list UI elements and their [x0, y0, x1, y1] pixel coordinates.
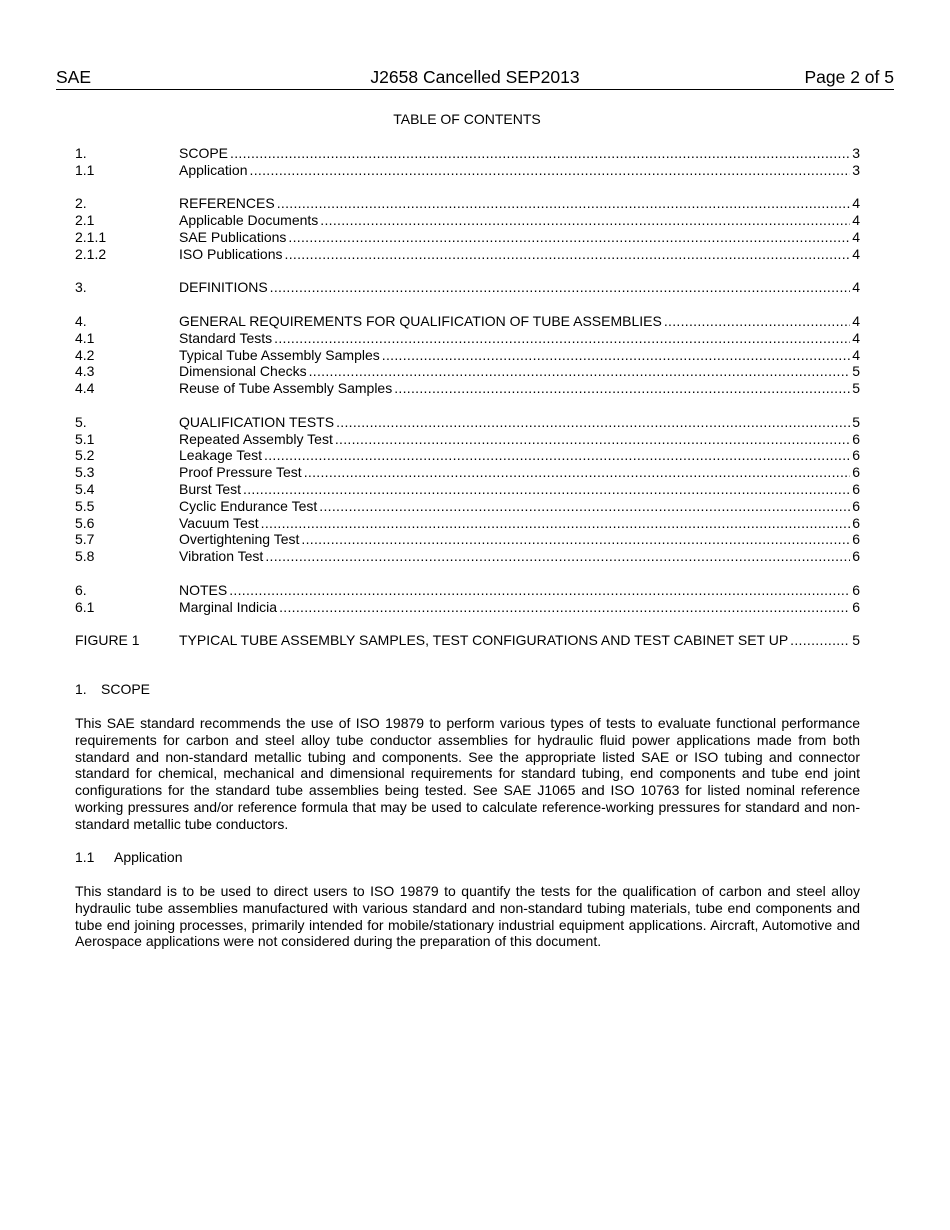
toc-entry[interactable]	[75, 380, 860, 397]
toc-entry[interactable]	[75, 548, 860, 565]
toc-entry[interactable]	[75, 313, 860, 330]
toc-entry-number: 2.	[75, 195, 87, 212]
header-document-id: J2658 Cancelled SEP2013	[370, 67, 580, 87]
toc-entry-number: FIGURE 1	[75, 632, 140, 649]
toc-entry-number: 5.8	[75, 548, 95, 565]
toc-dot-leader	[320, 212, 850, 229]
toc-dot-leader	[664, 313, 850, 330]
toc-entry[interactable]	[75, 347, 860, 364]
toc-entry-number: 1.	[75, 145, 87, 161]
toc-dot-leader	[270, 279, 851, 296]
section-title: Application	[114, 849, 183, 865]
toc-dot-leader	[274, 330, 850, 347]
toc-entry[interactable]	[75, 414, 860, 431]
toc-entry-number: 4.	[75, 312, 87, 329]
toc-dot-leader	[304, 464, 851, 481]
toc-entry[interactable]	[75, 162, 860, 179]
toc-entry-number: 5.2	[75, 447, 95, 464]
toc-entry-title: Reuse of Tube Assembly Samples	[179, 380, 393, 397]
toc-entry[interactable]	[75, 447, 860, 464]
toc-entry-number: 5.5	[75, 497, 95, 514]
toc-entry-number: 4.3	[75, 363, 95, 380]
toc-entry-title: Marginal Indicia	[179, 598, 278, 615]
header-org: SAE	[56, 67, 92, 87]
table-of-contents	[75, 145, 860, 666]
toc-entry-title: Proof Pressure Test	[179, 464, 302, 481]
toc-dot-leader	[285, 246, 851, 263]
toc-dot-leader	[265, 548, 850, 565]
section-application	[75, 849, 860, 950]
toc-entry[interactable]	[75, 481, 860, 498]
toc-entry[interactable]	[75, 229, 860, 246]
toc-dot-leader	[230, 145, 850, 162]
toc-dot-leader	[309, 363, 851, 380]
toc-entry-page: 4	[852, 212, 860, 229]
toc-entry[interactable]	[75, 212, 860, 229]
toc-entry-title: Applicable Documents	[179, 212, 319, 229]
toc-entry-number: 6.1	[75, 598, 95, 615]
toc-entry-page: 6	[852, 430, 860, 447]
toc-group	[75, 414, 860, 565]
toc-entry-page: 4	[852, 228, 860, 245]
header-page-number: Page 2 of 5	[804, 67, 894, 87]
toc-entry-number: 5.3	[75, 464, 95, 481]
toc-entry-number: 4.1	[75, 329, 95, 346]
toc-entry-title: DEFINITIONS	[179, 279, 268, 296]
toc-title: TABLE OF CONTENTS	[393, 111, 541, 127]
toc-entry-title: Burst Test	[179, 480, 241, 497]
toc-dot-leader	[301, 531, 850, 548]
toc-entry-number: 5.4	[75, 480, 95, 497]
toc-dot-leader	[335, 431, 850, 448]
toc-dot-leader	[279, 599, 850, 616]
toc-entry-number: 2.1.1	[75, 228, 107, 245]
toc-entry[interactable]	[75, 145, 860, 162]
toc-entry-title: Typical Tube Assembly Samples	[179, 346, 380, 363]
toc-entry-page: 6	[852, 548, 860, 565]
toc-entry[interactable]	[75, 246, 860, 263]
toc-entry[interactable]	[75, 195, 860, 212]
toc-entry-page: 6	[852, 497, 860, 514]
toc-entry-page: 4	[852, 312, 860, 329]
toc-entry-number: 5.1	[75, 430, 95, 447]
toc-group	[75, 145, 860, 179]
toc-entry-number: 6.	[75, 581, 87, 598]
toc-entry-title: NOTES	[179, 581, 228, 598]
toc-entry-page: 5	[852, 363, 860, 380]
toc-dot-leader	[336, 414, 850, 431]
toc-entry-number: 4.4	[75, 380, 95, 397]
toc-entry-title: SAE Publications	[179, 228, 287, 245]
toc-group	[75, 632, 860, 649]
toc-entry[interactable]	[75, 464, 860, 481]
toc-entry-title: QUALIFICATION TESTS	[179, 413, 335, 430]
toc-entry-page: 6	[852, 598, 860, 615]
toc-dot-leader	[264, 447, 850, 464]
toc-group	[75, 582, 860, 616]
toc-dot-leader	[790, 632, 850, 649]
section-title: SCOPE	[101, 681, 151, 697]
section-number: 1.1	[75, 849, 95, 865]
toc-entry-title: SCOPE	[179, 145, 229, 161]
toc-entry-title: Vacuum Test	[179, 514, 259, 531]
toc-entry-page: 6	[852, 531, 860, 548]
toc-entry[interactable]	[75, 531, 860, 548]
toc-entry-number: 5.6	[75, 514, 95, 531]
section-paragraph: This standard is to be used to direct users to ISO 19879 to quantify the tests for the qualification of carbon and steel alloy hydraulic tube assemblies manufactured with various standard and non-standard tubing materials, tube end components and tube end joining processes, primarily intended for mobile/stationary industrial equipment applications. Aircraft, Automotive and Aerospace applications were not considered during the preparation of this document.	[75, 883, 860, 950]
toc-entry-number: 5.7	[75, 531, 95, 548]
toc-dot-leader	[229, 582, 850, 599]
section-number: 1.	[75, 681, 87, 697]
toc-entry-page: 4	[852, 245, 860, 262]
toc-entry-title: GENERAL REQUIREMENTS FOR QUALIFICATION OF TUBE ASSEMBLIES	[179, 312, 662, 329]
toc-entry-number: 5.	[75, 413, 87, 430]
toc-entry-title: REFERENCES	[179, 195, 275, 212]
toc-entry-page: 6	[852, 447, 860, 464]
toc-entry-title: Cyclic Endurance Test	[179, 497, 318, 514]
section-heading	[75, 681, 860, 698]
toc-entry-title: ISO Publications	[179, 245, 283, 262]
toc-dot-leader	[250, 162, 851, 179]
toc-entry-title: TYPICAL TUBE ASSEMBLY SAMPLES, TEST CONFIGURATIONS AND TEST CABINET SET UP	[179, 632, 789, 649]
toc-entry-title: Application	[179, 161, 248, 178]
toc-entry-page: 4	[852, 195, 860, 212]
toc-entry-title: Repeated Assembly Test	[179, 430, 333, 447]
toc-entry-page: 4	[852, 329, 860, 346]
toc-group	[75, 195, 860, 262]
toc-entry-title: Dimensional Checks	[179, 363, 307, 380]
toc-dot-leader	[243, 481, 850, 498]
toc-entry-number: 4.2	[75, 346, 95, 363]
page-header	[56, 67, 894, 90]
toc-entry-page: 5	[852, 632, 860, 649]
toc-group	[75, 279, 860, 296]
toc-entry-number: 2.1	[75, 212, 95, 229]
toc-entry-page: 3	[852, 145, 860, 161]
toc-entry-page: 6	[852, 514, 860, 531]
toc-dot-leader	[277, 195, 851, 212]
toc-dot-leader	[261, 515, 851, 532]
toc-entry-title: Leakage Test	[179, 447, 263, 464]
toc-entry-title: Vibration Test	[179, 548, 264, 565]
toc-entry-number: 1.1	[75, 161, 95, 178]
toc-entry-number: 2.1.2	[75, 245, 107, 262]
toc-dot-leader	[382, 347, 850, 364]
toc-entry[interactable]	[75, 599, 860, 616]
toc-entry-page: 6	[852, 581, 860, 598]
toc-entry[interactable]	[75, 330, 860, 347]
toc-entry-page: 3	[852, 161, 860, 178]
section-heading	[75, 849, 860, 866]
toc-entry[interactable]	[75, 632, 860, 649]
toc-entry-page: 5	[852, 380, 860, 397]
toc-dot-leader	[319, 498, 850, 515]
toc-entry[interactable]	[75, 498, 860, 515]
toc-group	[75, 313, 860, 397]
toc-entry-title: Overtightening Test	[179, 531, 300, 548]
toc-entry-page: 4	[852, 346, 860, 363]
toc-entry-page: 6	[852, 480, 860, 497]
toc-entry[interactable]	[75, 515, 860, 532]
toc-entry-title: Standard Tests	[179, 329, 273, 346]
toc-entry-number: 3.	[75, 279, 87, 296]
toc-entry[interactable]	[75, 363, 860, 380]
section-paragraph: This SAE standard recommends the use of ISO 19879 to perform various types of tests to evaluate functional performance requirements for carbon and steel alloy tube conductor assemblies for hydraulic fluid power applications made from both standard and non-standard metallic tubing and components. See the appropriate listed SAE or ISO tubing and connector standard for chemical, mechanical and dimensional requirements for standard tubing, end components and tube end joint configurations for the standard tube assemblies being tested. See SAE J1065 and ISO 10763 for listed nominal reference working pressures and/or reference formula that may be used to calculate reference-working pressures for standard and non-standard metallic tube conductors.	[75, 715, 860, 832]
toc-dot-leader	[394, 380, 850, 397]
toc-entry-page: 5	[852, 413, 860, 430]
toc-entry[interactable]	[75, 279, 860, 296]
toc-entry-page: 6	[852, 464, 860, 481]
toc-entry[interactable]	[75, 431, 860, 448]
toc-dot-leader	[288, 229, 850, 246]
toc-entry[interactable]	[75, 582, 860, 599]
section-scope	[75, 681, 860, 833]
toc-entry-page: 4	[852, 279, 860, 296]
